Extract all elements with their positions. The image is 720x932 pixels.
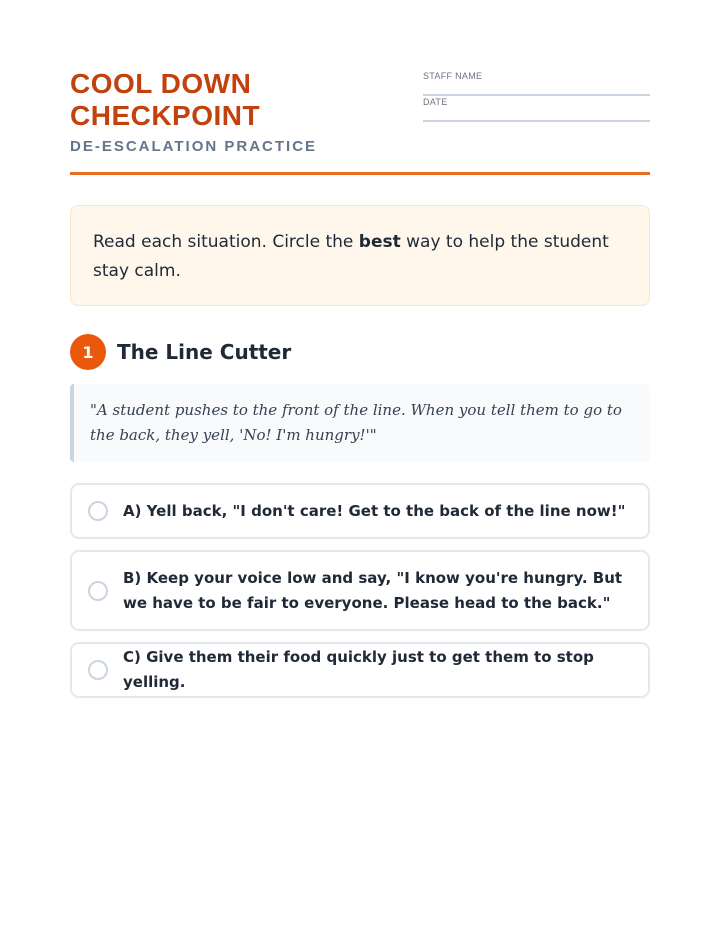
answer-option-a[interactable] [70, 483, 650, 539]
radio-circle-icon[interactable] [88, 660, 108, 680]
title-line-2: CHECKPOINT [70, 100, 261, 131]
answer-option-b[interactable] [70, 550, 650, 631]
scenario-quote: "A student pushes to the front of the line. When you tell them to go to the back, they yell, 'No! I'm hungry!'" [70, 384, 650, 462]
instructions-text-start: Read each situation. Circle the [93, 232, 359, 252]
title-line-1: COOL DOWN [70, 68, 252, 99]
header-divider [70, 172, 650, 175]
answer-option-b-text: B) Keep your voice low and say, "I know you're hungry. But we have to be fair to everyone. Please head to the back." [123, 568, 623, 612]
staff-name-field[interactable]: STAFF NAME [423, 70, 650, 96]
date-field[interactable]: DATE [423, 96, 650, 122]
staff-fields [423, 70, 650, 122]
answer-option-c[interactable] [70, 642, 650, 698]
radio-circle-icon[interactable] [88, 501, 108, 521]
answer-option-a-text: A) Yell back, "I don't care! Get to the back of the line now!" [123, 501, 626, 520]
radio-circle-icon[interactable] [88, 581, 108, 601]
worksheet-header [70, 68, 650, 176]
worksheet-subtitle: DE-ESCALATION PRACTICE [70, 138, 318, 155]
question-number-badge: 1 [70, 334, 106, 370]
instructions-box [70, 205, 650, 306]
question-title: The Line Cutter [117, 340, 292, 364]
instructions-emphasis: best [358, 232, 401, 252]
instructions-text-end: way to help the student stay calm. [93, 232, 609, 281]
question-heading [70, 334, 291, 370]
answer-option-c-text: C) Give them their food quickly just to get them to stop yelling. [123, 648, 594, 691]
